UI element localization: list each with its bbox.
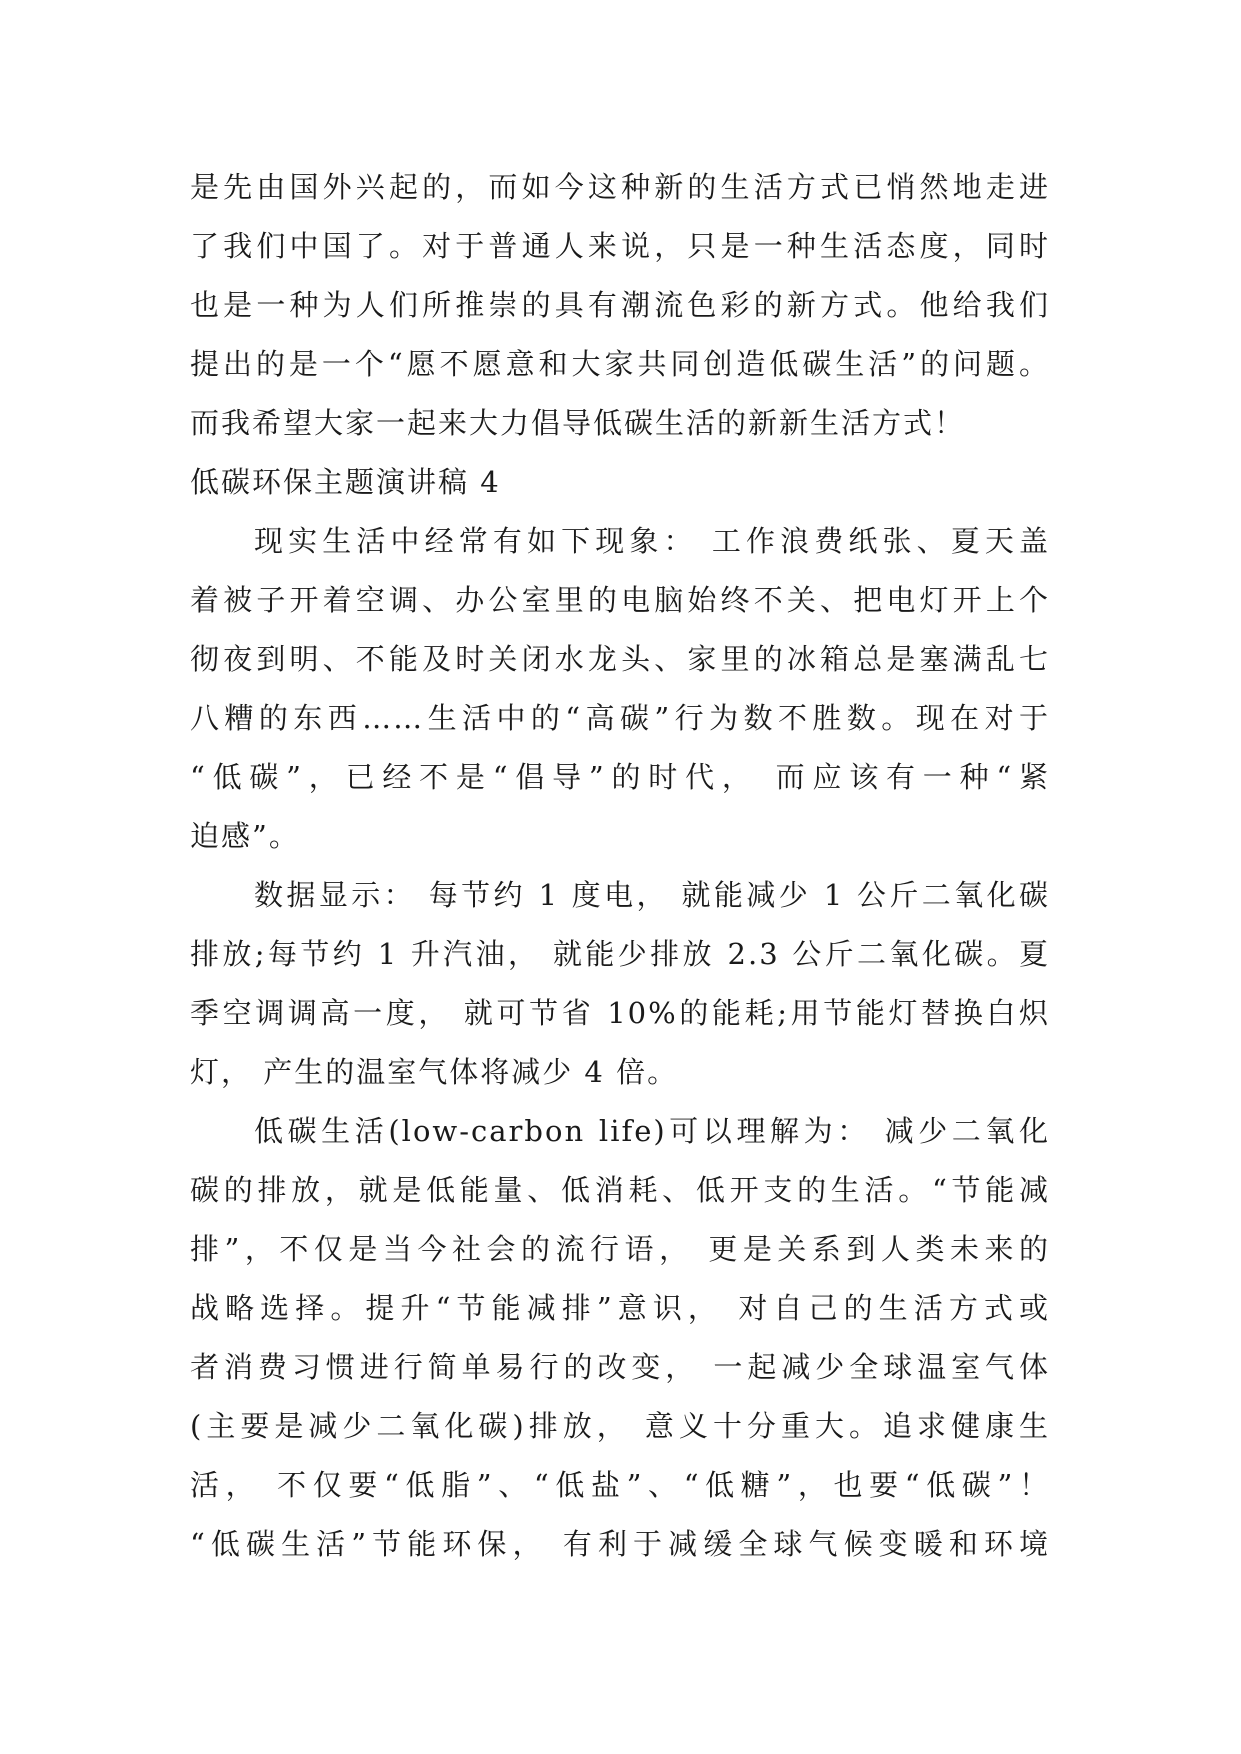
text-line: 是先由国外兴起的，而如今这种新的生活方式已悄然地走进	[190, 170, 1050, 204]
text-line: 碳的排放，就是低能量、低消耗、低开支的生活。“节能减	[190, 1173, 1050, 1207]
text-line: 者消费习惯进行简单易行的改变， 一起减少全球温室气体	[190, 1350, 1050, 1384]
section-heading: 低碳环保主题演讲稿 4	[190, 465, 501, 499]
paragraph-first-line: 数据显示： 每节约 1 度电， 就能减少 1 公斤二氧化碳	[254, 878, 1050, 912]
text-line: 灯， 产生的温室气体将减少 4 倍。	[190, 1055, 679, 1089]
text-line: 了我们中国了。对于普通人来说，只是一种生活态度，同时	[190, 229, 1050, 263]
document-body	[190, 158, 1050, 1574]
text-line: 提出的是一个“愿不愿意和大家共同创造低碳生活”的问题。	[190, 347, 1050, 381]
text-line: 迫感”。	[190, 819, 300, 853]
text-line: “低碳”，已经不是“倡导”的时代， 而应该有一种“紧	[190, 760, 1050, 794]
text-line: 彻夜到明、不能及时关闭水龙头、家里的冰箱总是塞满乱七	[190, 642, 1050, 676]
paragraph-first-line: 低碳生活(low-carbon life)可以理解为： 减少二氧化	[254, 1114, 1050, 1148]
text-line: 活， 不仅要“低脂”、“低盐”、“低糖”，也要“低碳”！	[190, 1468, 1050, 1502]
text-line: 也是一种为人们所推崇的具有潮流色彩的新方式。他给我们	[190, 288, 1050, 322]
text-line: 八糟的东西……生活中的“高碳”行为数不胜数。现在对于	[190, 701, 1050, 735]
text-line: 排”，不仅是当今社会的流行语， 更是关系到人类未来的	[190, 1232, 1050, 1266]
text-line: (主要是减少二氧化碳)排放， 意义十分重大。追求健康生	[190, 1409, 1050, 1443]
text-line: 而我希望大家一起来大力倡导低碳生活的新新生活方式！	[190, 406, 966, 440]
text-line: 战略选择。提升“节能减排”意识， 对自己的生活方式或	[190, 1291, 1050, 1325]
text-line: 着被子开着空调、办公室里的电脑始终不关、把电灯开上个	[190, 583, 1050, 617]
text-line: 排放;每节约 1 升汽油， 就能少排放 2.3 公斤二氧化碳。夏	[190, 937, 1050, 971]
text-line: “低碳生活”节能环保， 有利于减缓全球气候变暖和环境	[190, 1527, 1050, 1561]
text-line: 季空调调高一度， 就可节省 10%的能耗;用节能灯替换白炽	[190, 996, 1050, 1030]
paragraph-first-line: 现实生活中经常有如下现象： 工作浪费纸张、夏天盖	[254, 524, 1050, 558]
